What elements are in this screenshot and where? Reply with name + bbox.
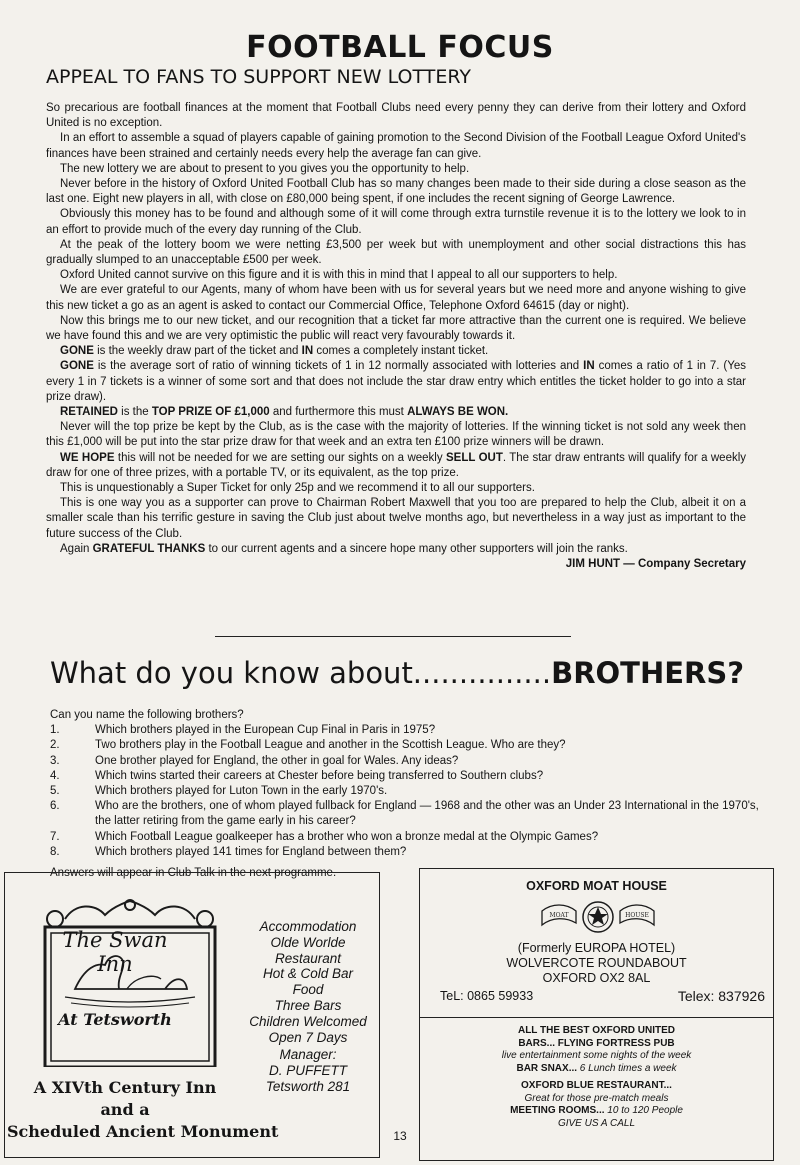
- article-paragraph: In an effort to assemble a squad of players capable of gaining promotion to the Second Division of the Football League Oxford United's finances have been strained and certainly needs every help the average fan can give.: [46, 132, 746, 160]
- page-number: 13: [393, 1129, 407, 1143]
- moat-facilities: [420, 1025, 773, 1130]
- article-paragraph: This is unquestionably a Super Ticket for only 25p and we recommend it to all our supporters.: [60, 482, 535, 495]
- moat-address-line: OXFORD OX2 8AL: [542, 971, 651, 985]
- moat-info-line: BARS... FLYING FORTRESS PUB: [518, 1037, 675, 1049]
- article-headline: APPEAL TO FANS TO SUPPORT NEW LOTTERY: [46, 66, 471, 88]
- moat-logo-text-left: MOAT: [549, 912, 569, 919]
- swan-feature: Children Welcomed: [249, 1013, 367, 1029]
- moat-house-title: OXFORD MOAT HOUSE: [526, 879, 667, 893]
- article-paragraph: Again GRATEFUL THANKS to our current agents and a sincere hope many other supporters will join the ranks.: [60, 542, 628, 555]
- quiz-question: 3. One brother played for England, the other in goal for Wales. Any ideas?: [50, 754, 459, 767]
- moat-divider: [420, 1017, 773, 1018]
- quiz-question: 1. Which brothers played in the European Cup Final in Paris in 1975?: [50, 724, 436, 737]
- article-paragraph: Never will the top prize be kept by the Club, as is the case with the majority of lotteries. If the winning ticket is not sold any week then this £1,000 will be put into the star prize draw for that week and an extra ten £100 prize winners will be drawn.: [46, 421, 746, 449]
- moat-info-line: live entertainment some nights of the week: [501, 1050, 692, 1061]
- swan-feature: Open 7 Days: [268, 1029, 348, 1045]
- quiz-question: 6. Who are the brothers, one of whom played fullback for England — 1968 and the other was an Under 23 International in the 1970's, the latter retiring from the game early in his career?: [50, 800, 759, 828]
- page-title: FOOTBALL FOCUS: [246, 30, 554, 65]
- quiz-question: 4. Which twins started their careers at Chester before being transferred to Southern clubs?: [50, 769, 544, 782]
- swan-manager-label: Manager:: [279, 1047, 337, 1063]
- article-paragraph: We are ever grateful to our Agents, many of whom have been with us for several years but we need more and anyone wishing to give this new ticket a go as an agent is asked to contact our Commercial Office, Telephone Oxford 64615 (day or night).: [46, 284, 746, 312]
- quiz-heading: What do you know about...............BROTHERS?: [50, 656, 745, 690]
- moat-logo-text-right: HOUSE: [625, 912, 649, 919]
- moat-address-line: WOLVERCOTE ROUNDABOUT: [506, 956, 687, 970]
- swan-phone: Tetsworth 281: [265, 1078, 351, 1094]
- swan-feature: Olde Worlde: [270, 934, 346, 950]
- article-paragraph: WE HOPE this will not be needed for we are setting our sights on a weekly SELL OUT. The star draw entrants will qualify for a weekly draw for one of three prizes, with a portable TV, or its equivalent, as the top prize.: [46, 451, 747, 479]
- swan-feature: Three Bars: [274, 997, 342, 1013]
- swan-features-list: [241, 919, 375, 1095]
- moat-house-logo: [538, 899, 658, 935]
- moat-info-line: MEETING ROOMS... 10 to 120 People: [510, 1105, 683, 1116]
- article-paragraph: RETAINED is the TOP PRIZE OF £1,000 and furthermore this must ALWAYS BE WON.: [60, 406, 509, 419]
- article-paragraph: Now this brings me to our new ticket, and our recognition that a ticket far more attractive than the current one is required. We believe we have found this and we are very optimistic the public will react very favourably towards it.: [46, 314, 746, 343]
- article-paragraph: So precarious are football finances at the moment that Football Clubs need every penny they can derive from their lottery and Oxford United is no exception.: [46, 102, 746, 130]
- swan-inn-advert: [4, 872, 380, 1158]
- swan-tagline: A XIVth Century Inn: [33, 1078, 217, 1097]
- moat-info-line: Great for those pre-match meals: [524, 1092, 669, 1104]
- moat-telephone: TeL: 0865 59933: [440, 989, 534, 1003]
- swan-feature: Food: [292, 982, 324, 998]
- quiz-answers-note: Answers will appear in Club Talk in the next programme.: [50, 867, 337, 880]
- article-paragraph: Oxford United cannot survive on this figure and it is with this in mind that I appeal to all our supporters to help.: [60, 269, 618, 282]
- article-paragraph: Obviously this money has to be found and although some of it will come through extra turnstile revenue it is to the lottery we look to in an effort to provide much of the every day running of the Club.: [46, 208, 746, 236]
- article-paragraph: At the peak of the lottery boom we were netting £3,500 per week but with unemployment and other social distractions this has gradually slumped to an unacceptable £500 per week.: [46, 238, 746, 267]
- sign-name-line2: At Tetsworth: [58, 1010, 172, 1029]
- article-paragraph: This is one way you as a supporter can prove to Chairman Robert Maxwell that you too are prepared to help the Club, albeit it on a smaller scale than his terrific gesture in saving the Club just about twelve months ago, but nevertheless in a way just as important to the future success of the Club.: [46, 497, 746, 540]
- article-paragraph: GONE is the weekly draw part of the ticket and IN comes a completely instant ticket.: [60, 345, 489, 358]
- moat-house-advert: [419, 868, 774, 1161]
- quiz-question: 2. Two brothers play in the Football League and another in the Scottish League. Who are they?: [50, 739, 566, 752]
- moat-address-line: (Formerly EUROPA HOTEL): [517, 941, 676, 955]
- moat-address: [420, 941, 773, 986]
- swan-feature: Accommodation: [259, 919, 357, 934]
- quiz-question: 7. Which Football League goalkeeper has a brother who won a bronze medal at the Olympic Games?: [50, 830, 599, 843]
- moat-info-line: BAR SNAX... 6 Lunch times a week: [516, 1062, 677, 1074]
- quiz-intro: Can you name the following brothers?: [50, 709, 244, 721]
- lottery-article: [46, 101, 746, 572]
- swan-tagline: and a: [100, 1100, 150, 1119]
- article-paragraph: Never before in the history of Oxford United Football Club has so many changes been made to their side during a close season as the last one. Eight new players in all, with close on £80,000 being spent, if one includes the recent signing of George Lawrence.: [46, 178, 746, 206]
- swan-feature: Restaurant: [274, 950, 342, 966]
- quiz-question: 5. Which brothers played for Luton Town in the early 1970's.: [50, 785, 388, 798]
- moat-info-line: ALL THE BEST OXFORD UNITED: [517, 1025, 676, 1036]
- swan-inn-sign-graphic: [35, 897, 225, 1067]
- section-divider: [215, 636, 571, 637]
- quiz-section: [50, 708, 770, 881]
- article-signature: JIM HUNT — Company Secretary: [565, 558, 746, 571]
- article-paragraph: GONE is the average sort of ratio of winning tickets of 1 in 12 normally associated with lotteries and IN comes a ratio of 1 in 7. (Yes every 1 in 7 tickets is a winner of some sort and that does not include the star draw entry which entitles the ticket holder to go into a star prize draw).: [46, 360, 746, 403]
- swan-feature: Hot & Cold Bar: [262, 966, 354, 982]
- quiz-question: 8. Which brothers played 141 times for England between them?: [50, 845, 407, 858]
- swan-manager-name: D. PUFFETT: [269, 1063, 347, 1079]
- moat-info-line: OXFORD BLUE RESTAURANT...: [521, 1080, 672, 1091]
- sign-name-line1: The Swan Inn: [62, 928, 168, 976]
- swan-tagline: Scheduled Ancient Monument: [7, 1122, 279, 1141]
- moat-telex: Telex: 837926: [677, 988, 765, 1004]
- article-paragraph: The new lottery we are about to present to you gives you the opportunity to help.: [60, 162, 470, 175]
- moat-info-line: GIVE US A CALL: [557, 1117, 636, 1129]
